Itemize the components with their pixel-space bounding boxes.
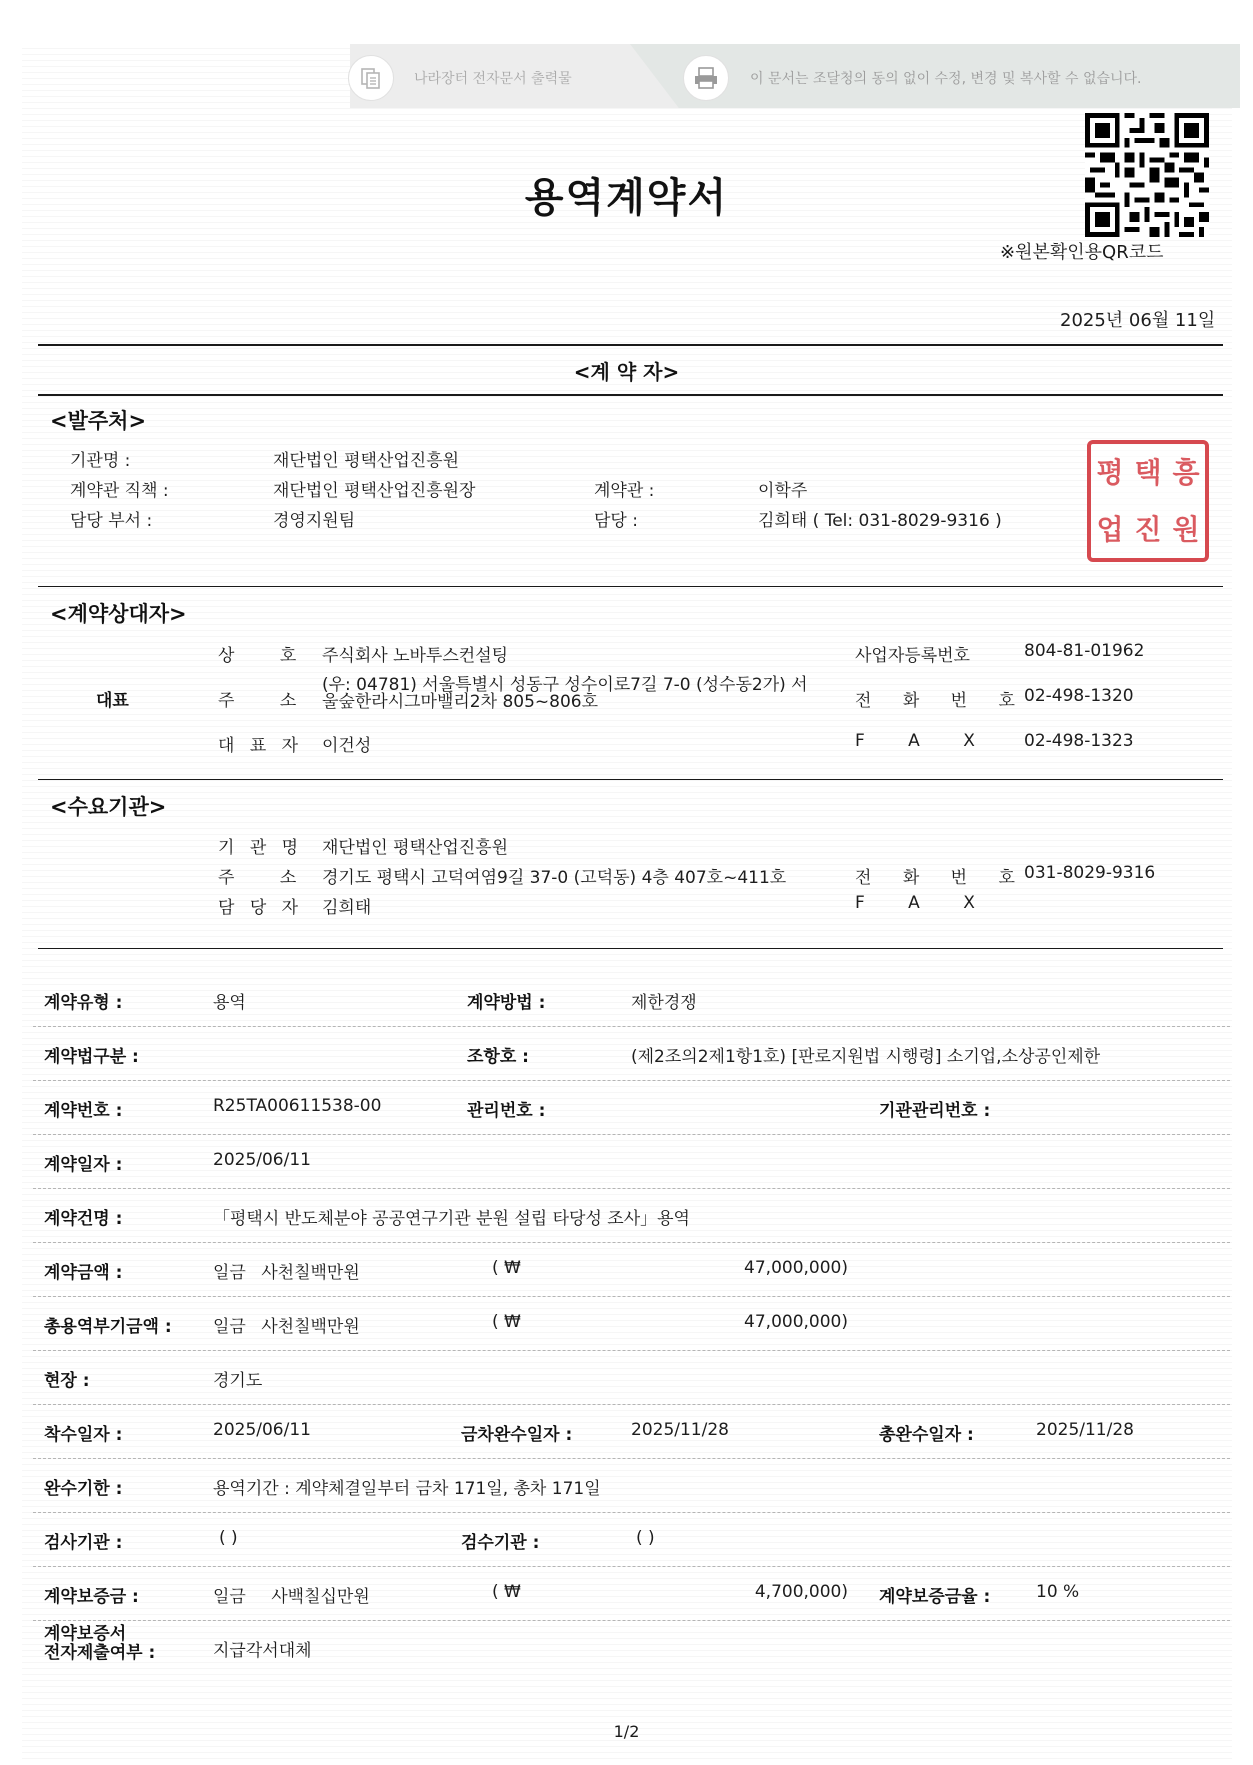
contract-date-value: 2025/06/11 bbox=[213, 1150, 311, 1170]
orderer-dept-value: 경영지원팀 bbox=[273, 511, 356, 531]
inspection-org-value: ( ) bbox=[219, 1528, 238, 1548]
demand-addr-label: 주 소 bbox=[218, 868, 306, 888]
guarantee-label-line2: 전자제출여부 : bbox=[44, 1643, 156, 1663]
deadline-value: 용역기간 : 계약체결일부터 금차 171일, 총차 171일 bbox=[213, 1479, 601, 1499]
contractor-addr-label: 주 소 bbox=[218, 691, 306, 711]
row-divider bbox=[33, 1188, 1230, 1189]
demand-org-label: 기 관 명 bbox=[218, 838, 304, 858]
seal-char: 원 bbox=[1172, 512, 1200, 546]
start-date-value: 2025/06/11 bbox=[213, 1420, 311, 1440]
org-mgmt-no-label: 기관관리번호 : bbox=[879, 1101, 991, 1121]
qr-code bbox=[1085, 113, 1209, 237]
contractor-section-title: <계약상대자> bbox=[50, 602, 187, 626]
guarantee-value: 지급각서대체 bbox=[213, 1641, 312, 1661]
demand-manager-value: 김희태 bbox=[322, 898, 372, 918]
total-amount-won: ( ₩ bbox=[492, 1312, 521, 1332]
parties-title: <계 약 자> bbox=[573, 360, 680, 384]
type-value: 용역 bbox=[213, 993, 246, 1013]
orderer-org-label: 기관명 : bbox=[70, 451, 131, 471]
inspection-org-label: 검사기관 : bbox=[44, 1533, 123, 1553]
contractor-biz-no-value: 804-81-01962 bbox=[1024, 641, 1145, 661]
document-copy-icon bbox=[348, 55, 394, 101]
official-seal-stamp bbox=[1087, 440, 1209, 562]
site-value: 경기도 bbox=[213, 1371, 263, 1391]
amount-won: ( ₩ bbox=[492, 1258, 521, 1278]
row-divider bbox=[33, 1296, 1230, 1297]
contractor-biz-no-label: 사업자등록번호 bbox=[855, 646, 970, 666]
acceptance-org-label: 검수기관 : bbox=[461, 1533, 540, 1553]
contractor-ceo-label: 대 표 자 bbox=[218, 736, 304, 756]
contractor-rep-label: 대표 bbox=[96, 691, 129, 711]
amount-number: 47,000,000) bbox=[744, 1258, 848, 1278]
printer-icon bbox=[683, 55, 729, 101]
contract-name-label: 계약건명 : bbox=[44, 1209, 123, 1229]
clause-label: 조항호 : bbox=[467, 1047, 529, 1067]
seal-char: 택 bbox=[1134, 455, 1162, 489]
orderer-officer-value: 이학주 bbox=[758, 481, 808, 501]
contractor-addr-line2: 울숲한라시그마밸리2차 805~806호 bbox=[322, 692, 599, 712]
contractor-fax-value: 02-498-1323 bbox=[1024, 731, 1134, 751]
row-divider bbox=[33, 1242, 1230, 1243]
contractor-phone-value: 02-498-1320 bbox=[1024, 686, 1134, 706]
divider bbox=[38, 779, 1223, 780]
orderer-officer-title-value: 재단법인 평택산업진흥원장 bbox=[273, 481, 476, 501]
row-divider bbox=[33, 1458, 1230, 1459]
deposit-number: 4,700,000) bbox=[754, 1582, 848, 1602]
total-end-date-label: 총완수일자 : bbox=[879, 1425, 974, 1445]
header-notice-text: 이 문서는 조달청의 동의 없이 수정, 변경 및 복사할 수 없습니다. bbox=[750, 71, 1142, 87]
contractor-addr-line1: (우: 04781) 서울특별시 성동구 성수이로7길 7-0 (성수동2가) 서 bbox=[322, 675, 808, 695]
row-divider bbox=[33, 1566, 1230, 1567]
acceptance-org-value: ( ) bbox=[636, 1528, 655, 1548]
orderer-officer-title-label: 계약관 직책 : bbox=[70, 481, 169, 501]
demand-section-title: <수요기관> bbox=[50, 795, 167, 819]
row-divider bbox=[33, 1350, 1230, 1351]
total-amount-label: 총용역부기금액 : bbox=[44, 1317, 172, 1337]
seal-char: 흥 bbox=[1172, 455, 1200, 489]
divider bbox=[38, 586, 1223, 587]
deadline-label: 완수기한 : bbox=[44, 1479, 123, 1499]
row-divider bbox=[33, 1134, 1230, 1135]
demand-addr-value: 경기도 평택시 고덕여염9길 37-0 (고덕동) 4층 407호~411호 bbox=[322, 868, 787, 888]
demand-phone-label: 전 화 번 호 bbox=[855, 868, 1024, 888]
orderer-org-value: 재단법인 평택산업진흥원 bbox=[273, 451, 460, 471]
row-divider bbox=[33, 1512, 1230, 1513]
mgmt-no-label: 관리번호 : bbox=[467, 1101, 546, 1121]
deposit-label: 계약보증금 : bbox=[44, 1587, 139, 1607]
qr-caption: ※원본확인용QR코드 bbox=[1000, 242, 1164, 263]
deposit-words: 일금 사백칠십만원 bbox=[213, 1587, 370, 1607]
row-divider bbox=[33, 1404, 1230, 1405]
deposit-won: ( ₩ bbox=[492, 1582, 521, 1602]
contract-no-value: R25TA00611538-00 bbox=[213, 1096, 382, 1116]
site-label: 현장 : bbox=[44, 1371, 90, 1391]
orderer-dept-label: 담당 부서 : bbox=[70, 511, 153, 531]
contractor-name-value: 주식회사 노바투스컨설팅 bbox=[322, 646, 509, 666]
divider bbox=[38, 948, 1223, 949]
method-label: 계약방법 : bbox=[467, 993, 546, 1013]
divider bbox=[38, 394, 1223, 396]
clause-value: (제2조의2제1항1호) [판로지원법 시행령] 소기업,소상공인제한 bbox=[631, 1047, 1101, 1067]
contract-name-value: 「평택시 반도체분야 공공연구기관 분원 설립 타당성 조사」용역 bbox=[213, 1209, 690, 1229]
contract-no-label: 계약번호 : bbox=[44, 1101, 123, 1121]
demand-fax-label: F A X bbox=[855, 893, 975, 913]
page-number: 1/2 bbox=[613, 1722, 640, 1741]
contract-date-label: 계약일자 : bbox=[44, 1155, 123, 1175]
method-value: 제한경쟁 bbox=[631, 993, 697, 1013]
seal-char: 업 bbox=[1096, 512, 1124, 546]
orderer-manager-label: 담당 : bbox=[594, 511, 638, 531]
deposit-rate-label: 계약보증금율 : bbox=[879, 1587, 991, 1607]
orderer-officer-label: 계약관 : bbox=[594, 481, 655, 501]
orderer-manager-value: 김희태 ( Tel: 031-8029-9316 ) bbox=[758, 511, 1002, 531]
row-divider bbox=[33, 1026, 1230, 1027]
seal-char: 평 bbox=[1096, 455, 1124, 489]
document-title: 용역계약서 bbox=[524, 175, 729, 221]
contractor-ceo-value: 이건성 bbox=[322, 736, 372, 756]
row-divider bbox=[33, 1620, 1230, 1621]
amount-label: 계약금액 : bbox=[44, 1263, 123, 1283]
demand-manager-label: 담 당 자 bbox=[218, 898, 304, 918]
guarantee-label-line1: 계약보증서 bbox=[44, 1624, 127, 1644]
law-label: 계약법구분 : bbox=[44, 1047, 139, 1067]
this-end-date-value: 2025/11/28 bbox=[631, 1420, 729, 1440]
demand-org-value: 재단법인 평택산업진흥원 bbox=[322, 838, 509, 858]
deposit-rate-value: 10 % bbox=[1036, 1582, 1080, 1602]
type-label: 계약유형 : bbox=[44, 993, 123, 1013]
amount-words: 일금 사천칠백만원 bbox=[213, 1263, 360, 1283]
demand-phone-value: 031-8029-9316 bbox=[1024, 863, 1156, 883]
header-left-text: 나라장터 전자문서 출력물 bbox=[414, 71, 572, 87]
contractor-fax-label: F A X bbox=[855, 731, 975, 751]
document-date: 2025년 06월 11일 bbox=[1060, 310, 1216, 331]
orderer-section-title: <발주처> bbox=[50, 409, 147, 433]
this-end-date-label: 금차완수일자 : bbox=[461, 1425, 573, 1445]
contractor-name-label: 상 호 bbox=[218, 646, 306, 666]
total-end-date-value: 2025/11/28 bbox=[1036, 1420, 1134, 1440]
seal-char: 진 bbox=[1134, 512, 1162, 546]
contractor-phone-label: 전 화 번 호 bbox=[855, 691, 1024, 711]
total-amount-number: 47,000,000) bbox=[744, 1312, 848, 1332]
start-date-label: 착수일자 : bbox=[44, 1425, 123, 1445]
security-background bbox=[22, 44, 1232, 1759]
total-amount-words: 일금 사천칠백만원 bbox=[213, 1317, 360, 1337]
row-divider bbox=[33, 1080, 1230, 1081]
divider bbox=[38, 344, 1223, 346]
